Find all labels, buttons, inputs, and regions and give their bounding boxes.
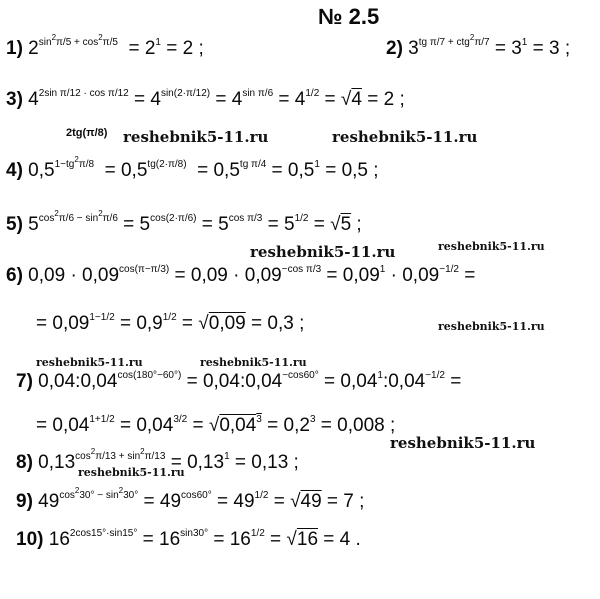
watermark: reshebnik5-11.ru xyxy=(390,434,536,452)
problem-1: 1) $2^{sin^2\pi/5 + cos^2\pi/5} = 2^1 = 2$ ; xyxy=(6,33,204,59)
watermark: reshebnik5-11.ru xyxy=(332,128,478,146)
problem-3: 3) $4^{2sin \pi/12 \cdot cos \pi/12} = 4^{sin(2\cdot\pi/12)} = 4^{sin \pi/6} = 4^{1/2} = √4 = 2$ ; xyxy=(6,88,405,110)
problem-7: 7) $0,04:0,04^{cos(180^\circ-60^\circ)}$ = $0,04:0,04^{-cos60^\circ}$ = $0,04^1:0,04^{-1/2}$ = xyxy=(16,370,462,392)
watermark: reshebnik5-11.ru xyxy=(438,240,545,253)
watermark: reshebnik5-11.ru xyxy=(200,356,307,369)
problem-8: 8) $0,13^{cos^2\pi/13 + sin^2\pi/13} = 0,13^1 = 0,13$ ; xyxy=(16,447,299,473)
watermark: reshebnik5-11.ru xyxy=(438,320,545,333)
watermark: reshebnik5-11.ru xyxy=(250,243,396,261)
problem-9: 9) $49^{cos^230^\circ - sin^230^\circ} = 49^{cos60^\circ} = 49^{1/2} = √49 = 7$ ; xyxy=(16,486,365,512)
problem-2: 2) $3^{tg \pi/7 + ctg^2\pi/7} = 3^1 = 3$ ; xyxy=(386,33,571,59)
problem-5: 5) $5^{cos^2\pi/6 - sin^2\pi/6} = 5^{cos(2\cdot\pi/6)} = 5^{cos \pi/3} = 5^{1/2} = √5$ ; xyxy=(6,209,362,235)
problem-7-cont: = $0,04^{1+1/2} = 0,04^{3/2} = √0,04^3 = 0,2^3 = 0,008$ ; xyxy=(36,414,396,436)
exercise-number: № 2.5 xyxy=(318,4,380,29)
problem-10: 10) $16^{2cos15^\circ\cdot sin15^\circ} = 16^{sin30^\circ} = 16^{1/2} = √16 = 4$ . xyxy=(16,528,361,550)
problem-4-numerator: 2tg(π/8) xyxy=(66,127,108,139)
watermark: reshebnik5-11.ru xyxy=(123,128,269,146)
watermark: reshebnik5-11.ru xyxy=(36,356,143,369)
problem-6-cont: = $0,09^{1-1/2} = 0,9^{1/2} = √0,09 = 0,3$ ; xyxy=(36,312,305,334)
watermark: reshebnik5-11.ru xyxy=(78,466,185,479)
problem-6: 6) $0,09 \cdot 0,09^{cos(\pi-\pi/3)} = 0,09 \cdot 0,09^{-cos \pi/3} = 0,09^1 \cdot 0,09^{-1/2}$ = xyxy=(6,264,476,286)
problem-4: 4) $0,5^{1-tg^2\pi/8} = 0,5^{tg(2\cdot\pi/8)} = 0,5^{tg \pi/4} = 0,5^1 = 0,5$ ; xyxy=(6,155,379,181)
